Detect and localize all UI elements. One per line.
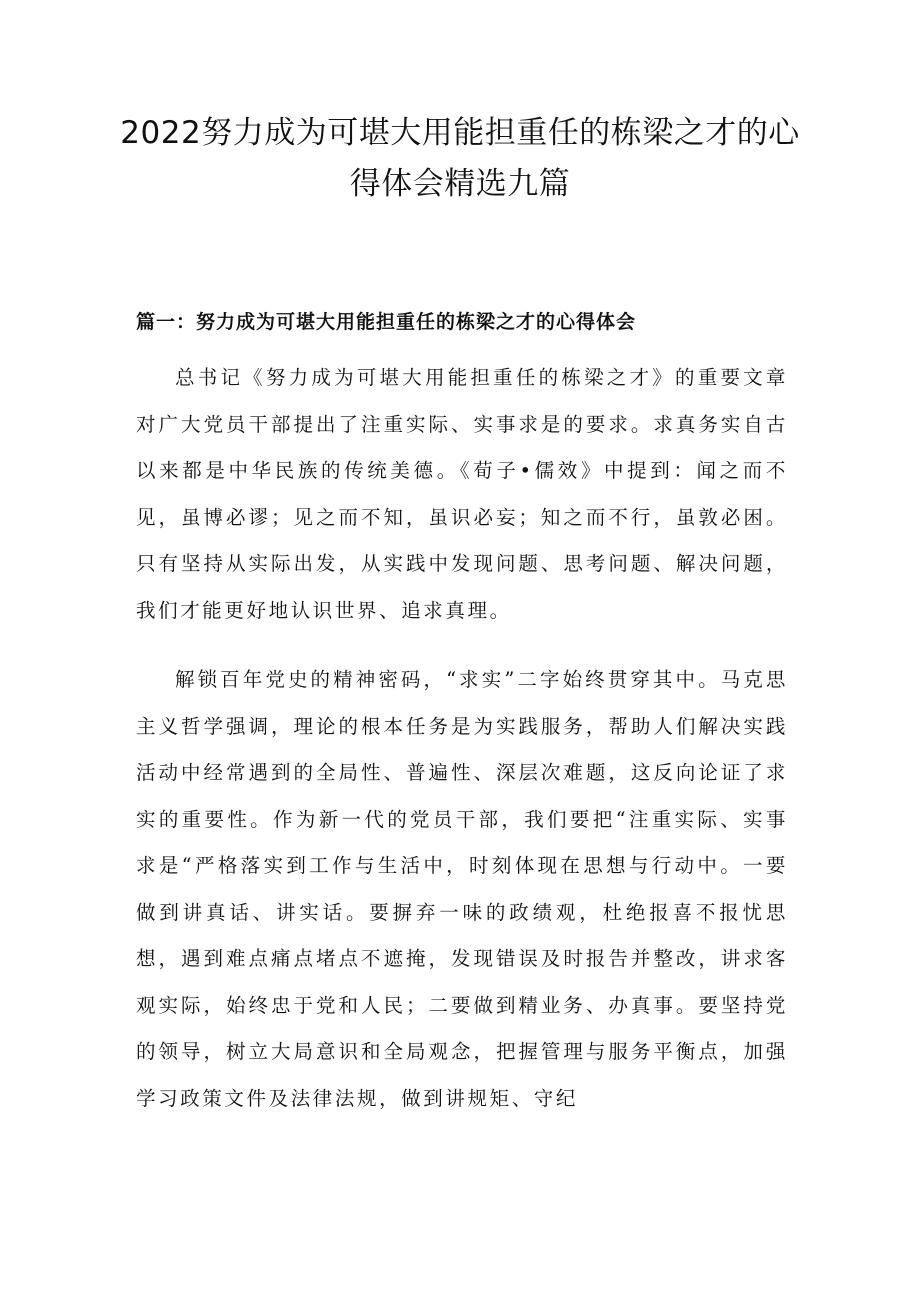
body-paragraph-1: 总书记《努力成为可堪大用能担重任的栋梁之才》的重要文章对广大党员干部提出了注重实际、实事求是的要求。求真务实自古以来都是中华民族的传统美德。《荀子•儒效》中提到：闻之而不见，虽博必谬；见之而不知，虽识必妄；知之而不行，虽敦必困。只有坚持从实际出发，从实践中发现问题、思考问题、解决问题，我们才能更好地认识世界、追求真理。: [136, 366, 788, 622]
document-title: 2022努力成为可堪大用能担重任的栋梁之才的心得体会精选九篇: [120, 115, 800, 202]
section-heading: 篇一：努力成为可堪大用能担重任的栋梁之才的心得体会: [136, 311, 637, 333]
body-paragraph-2: 解锁百年党史的精神密码，“求实”二字始终贯穿其中。马克思主义哲学强调，理论的根本任务是为实践服务，帮助人们解决实践活动中经常遇到的全局性、普遍性、深层次难题，这反向论证了求实的重要性。作为新一代的党员干部，我们要把“注重实际、实事求是“严格落实到工作与生活中，时刻体现在思想与行动中。一要做到讲真话、讲实话。要摒弃一味的政绩观，杜绝报喜不报忧思想，遇到难点痛点堵点不遮掩，发现错误及时报告并整改，讲求客观实际，始终忠于党和人民；二要做到精业务、办真事。要坚持党的领导，树立大局意识和全局观念，把握管理与服务平衡点，加强学习政策文件及法律法规，做到讲规矩、守纪: [136, 668, 788, 1110]
